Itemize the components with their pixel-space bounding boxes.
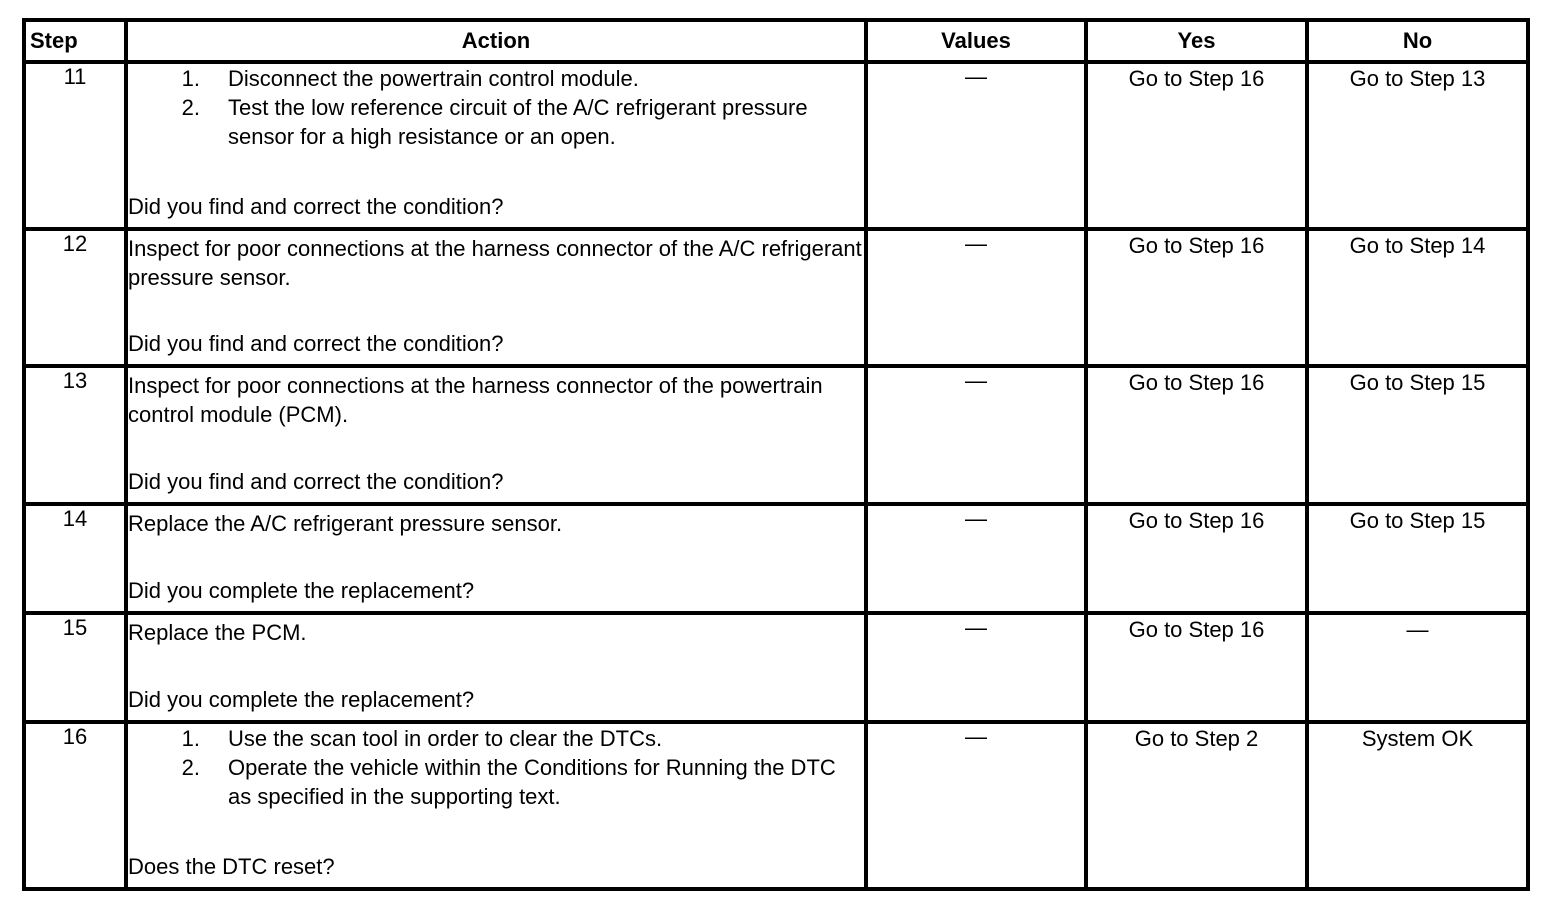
no-cell: — [1307,613,1528,722]
table-row [24,504,1528,613]
no-cell: Go to Step 14 [1307,229,1528,366]
table-row [24,62,1528,229]
step-number: 16 [24,722,126,889]
no-cell: System OK [1307,722,1528,889]
step-number: 13 [24,366,126,504]
list-item: 2. Test the low reference circuit of the A/C refrigerant pressure sensor for a high resistance or an open. [181,95,808,149]
action-question: Did you find and correct the condition? [128,331,504,356]
yes-cell: Go to Step 16 [1086,62,1307,229]
values-cell: — [866,62,1086,229]
list-item: 1. Disconnect the powertrain control module. [181,66,639,91]
header-values: Values [866,20,1086,62]
step-number: 12 [24,229,126,366]
header-yes: Yes [1086,20,1307,62]
header-action: Action [126,20,866,62]
action-text: Inspect for poor connections at the harness connector of the powertrain control module (PCM). [128,373,823,427]
action-question: Did you find and correct the condition? [128,469,504,494]
action-cell [126,504,866,613]
action-cell [126,366,866,504]
step-number: 15 [24,613,126,722]
action-steps [128,64,864,151]
list-item: 2. Operate the vehicle within the Conditions for Running the DTC as specified in the supporting text. [181,755,836,809]
values-cell: — [866,229,1086,366]
action-text: Replace the A/C refrigerant pressure sensor. [128,511,563,536]
yes-cell: Go to Step 16 [1086,366,1307,504]
header-row [24,20,1528,62]
table-row [24,613,1528,722]
values-cell: — [866,722,1086,889]
action-question: Did you find and correct the condition? [128,194,504,219]
diagnostic-table [22,18,1530,891]
step-number: 11 [24,62,126,229]
header-step: Step [24,20,126,62]
values-cell: — [866,504,1086,613]
action-cell [126,613,866,722]
step-number: 14 [24,504,126,613]
yes-cell: Go to Step 16 [1086,504,1307,613]
yes-cell: Go to Step 16 [1086,613,1307,722]
table-row [24,722,1528,889]
action-question: Did you complete the replacement? [128,687,475,712]
no-cell: Go to Step 13 [1307,62,1528,229]
no-cell: Go to Step 15 [1307,504,1528,613]
values-cell: — [866,613,1086,722]
action-cell [126,62,866,229]
yes-cell: Go to Step 16 [1086,229,1307,366]
action-question: Does the DTC reset? [128,854,335,879]
action-text: Inspect for poor connections at the harness connector of the A/C refrigerant pressure sensor. [128,236,862,290]
list-item: 1. Use the scan tool in order to clear the DTCs. [181,726,663,751]
action-text: Replace the PCM. [128,620,307,645]
table-row [24,366,1528,504]
header-no: No [1307,20,1528,62]
action-cell [126,229,866,366]
action-question: Did you complete the replacement? [128,578,475,603]
values-cell: — [866,366,1086,504]
yes-cell: Go to Step 2 [1086,722,1307,889]
action-steps [128,724,864,811]
action-cell [126,722,866,889]
table-row [24,229,1528,366]
no-cell: Go to Step 15 [1307,366,1528,504]
